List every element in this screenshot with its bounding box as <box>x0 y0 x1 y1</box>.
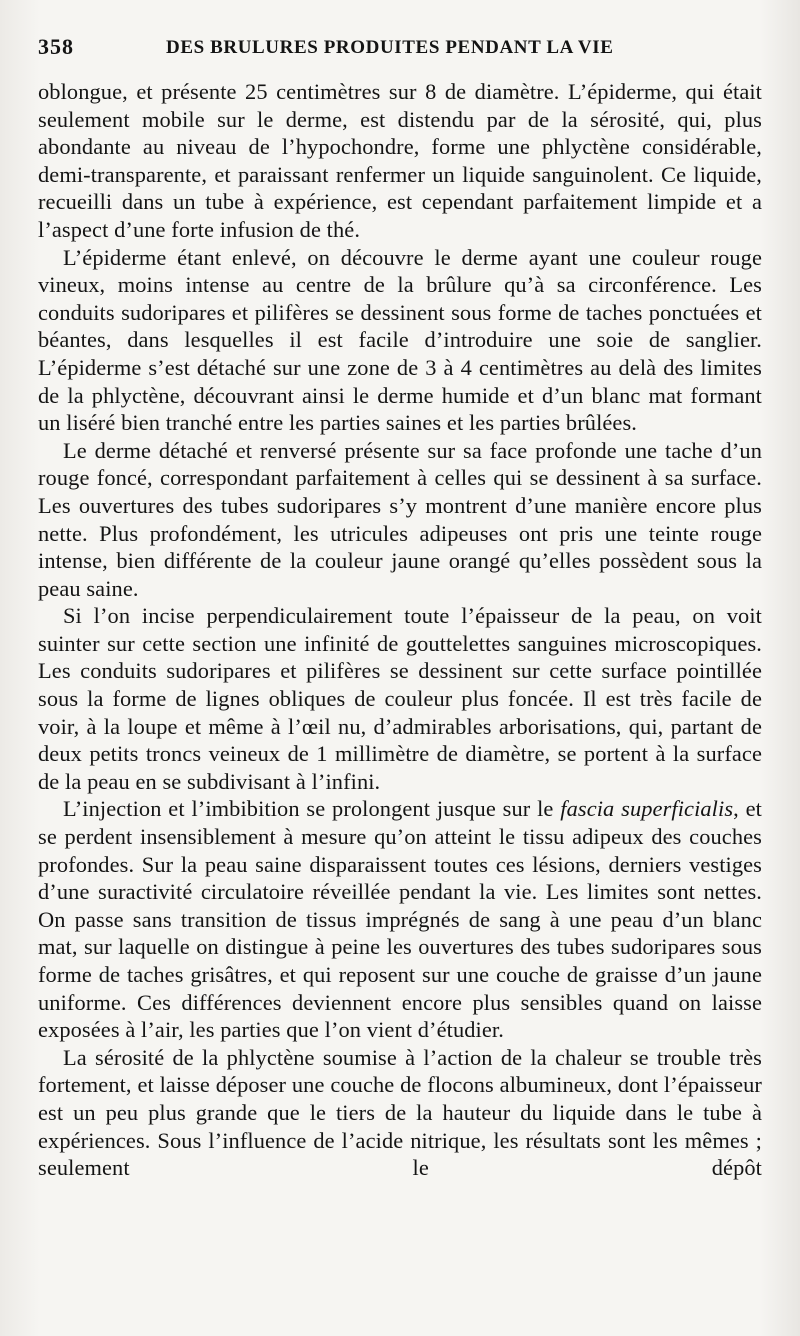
running-title: DES BRULURES PRODUITES PENDANT LA VIE <box>166 37 614 58</box>
paragraph-1: oblongue, et présente 25 centimètres sur 8 de diamètre. L’épiderme, qui était seulement mobile sur le derme, est distendu par de la sérosité, qui, plus abondante au niveau de l’hypochondre, forme une phlyctène considérable, demi-transparente, et paraissant renfermer un liquide sanguinolent. Ce liquide, recueilli dans un tube à expérience, est cependant parfaitement limpide et a l’aspect d’une forte infusion de thé. <box>38 79 762 242</box>
paragraph-3: Le derme détaché et renversé présente sur sa face profonde une tache d’un rouge foncé, correspondant parfaitement à celles qui se dessinent à sa surface. Les ouvertures des tubes sudoripares s’y montrent d’une manière encore plus nette. Plus profondément, les utricules adipeuses ont pris une teinte rouge intense, bien différente de la couleur jaune orangé qu’elles possèdent sous la peau saine. <box>38 437 762 601</box>
paragraph-4: Si l’on incise perpendiculairement toute l’épaisseur de la peau, on voit suinter sur cette section une infinité de gouttelettes sanguines microscopiques. Les conduits sudoripares et pilifères se dessinent sur cette surface pointillée sous la forme de lignes obliques de couleur plus foncée. Il est très facile de voir, à la loupe et même à l’œil nu, d’admirables arborisations, qui, partant de deux petits troncs veineux de 1 millimètre de diamètre, se portent à la surface de la peau en se subdivisant à l’infini. <box>38 603 762 794</box>
page-number: 358 <box>38 34 74 59</box>
paragraph-5-text-after: , et se perdent insensiblement à mesure qu’on atteint le tissu adipeux des couches profondes. Sur la peau saine disparaissent toutes ces lésions, derniers vestiges d’une suractivité circulatoire réveillée pendant la vie. Les limites sont nettes. On passe sans transition de tissus imprégnés de sang à une peau d’un blanc mat, sur laquelle on distingue à peine les ouvertures des tubes sudoripares sous forme de taches grisâtres, et qui reposent sur une couche de graisse d’un jaune uniforme. Ces différences deviennent encore plus sensibles quand on laisse exposées à l’air, les parties que l’on vient d’étudier. <box>38 796 762 1043</box>
paragraph-5 <box>38 795 762 1043</box>
body-text <box>38 78 762 1182</box>
page-header <box>38 28 778 68</box>
paragraph-5-text-before: L’injection et l’imbibition se prolongent jusque sur le <box>63 796 561 822</box>
paragraph-5-italic-term: fascia superficialis <box>560 796 734 822</box>
paragraph-2: L’épiderme étant enlevé, on découvre le derme ayant une couleur rouge vineux, moins intense au centre de la brûlure qu’à sa circonférence. Les conduits sudoripares et pilifères se dessinent sous forme de taches ponctuées et béantes, dans lesquelles il est facile d’introduire une soie de sanglier. L’épiderme s’est détaché sur une zone de 3 à 4 centimètres au delà des limites de la phlyctène, découvrant ainsi le derme humide et d’un blanc mat formant un liséré bien tranché entre les parties saines et les parties brûlées. <box>38 244 762 436</box>
paragraph-6: La sérosité de la phlyctène soumise à l’action de la chaleur se trouble très fortement, et laisse déposer une couche de flocons albumineux, dont l’épaisseur est un peu plus grande que le tiers de la hauteur du liquide dans le tube à expériences. Sous l’influence de l’acide nitrique, les résultats sont les mêmes ; seulement le dépôt <box>38 1044 762 1181</box>
